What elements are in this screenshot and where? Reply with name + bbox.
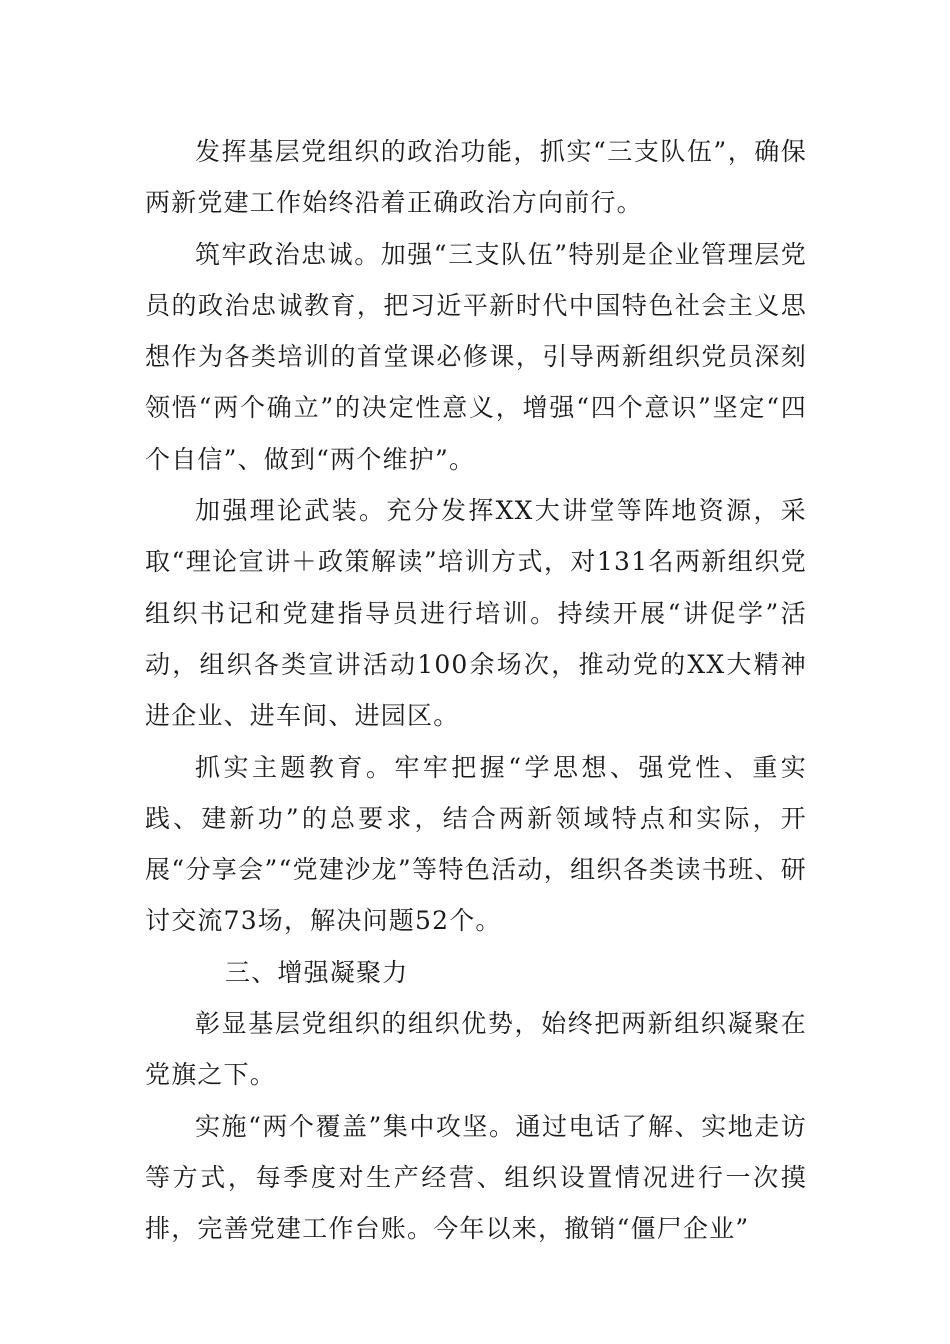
- paragraph-theory-armament: 加强理论武装。充分发挥XX大讲堂等阵地资源，采取“理论宣讲＋政策解读”培训方式，对131名两新组织党组织书记和党建指导员进行培训。持续开展“讲促学”活动，组织各类宣讲活动100余场次，推动党的XX大精神进企业、进车间、进园区。: [145, 496, 807, 731]
- paragraph-political-loyalty: 筑牢政治忠诚。加强“三支队伍”特别是企业管理层党员的政治忠诚教育，把习近平新时代中国特色社会主义思想作为各类培训的首堂课必修课，引导两新组织党员深刻领悟“两个确立”的决定性意义，增强“四个意识”坚定“四个自信”、做到“两个维护”。: [145, 239, 807, 474]
- document-body: [145, 126, 807, 1255]
- paragraph-organizational-advantage: 彰显基层党组织的组织优势，始终把两新组织凝聚在党旗之下。: [145, 1009, 807, 1090]
- paragraph-two-coverage: 实施“两个覆盖”集中攻坚。通过电话了解、实地走访等方式，每季度对生产经营、组织设置情况进行一次摸排，完善党建工作台账。今年以来，撤销“僵尸企业”: [145, 1111, 807, 1244]
- paragraph-political-function: 发挥基层党组织的政治功能，抓实“三支队伍”，确保两新党建工作始终沿着正确政治方向前行。: [145, 137, 807, 218]
- section-heading: 三、增强凝聚力: [225, 957, 409, 987]
- paragraph-theme-education: 抓实主题教育。牢牢把握“学思想、强党性、重实践、建新功”的总要求，结合两新领域特点和实际，开展“分享会”“党建沙龙”等特色活动，组织各类读书班、研讨交流73场，解决问题52个。: [145, 752, 807, 936]
